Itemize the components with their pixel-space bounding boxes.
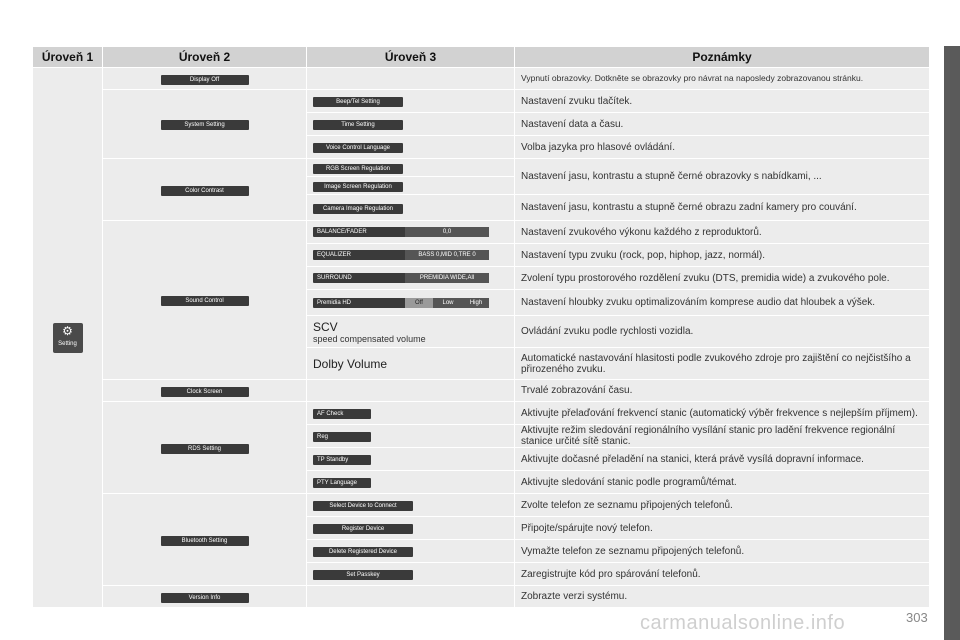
beep-tel-setting-button[interactable]: Beep/Tel Setting bbox=[313, 97, 403, 107]
voice-control-note: Volba jazyka pro hlasové ovládání. bbox=[521, 141, 675, 153]
premidia-note: Nastavení hloubky zvuku optimalizováním komprese audio dat hloubek a výšek. bbox=[521, 297, 876, 308]
register-device-button[interactable]: Register Device bbox=[313, 524, 413, 534]
time-setting-button[interactable]: Time Setting bbox=[313, 120, 403, 130]
sound-control-button[interactable]: Sound Control bbox=[161, 296, 249, 306]
af-check-note: Aktivujte přelaďování frekvencí stanic (automatický výběr frekvence s nejlepším příjmem). bbox=[521, 407, 918, 419]
gear-icon: ⚙ bbox=[62, 323, 73, 338]
surround-button[interactable]: SURROUND PREMIDIA WIDE,All bbox=[313, 273, 489, 283]
camera-image-regulation-button[interactable]: Camera Image Regulation bbox=[313, 204, 403, 214]
table-row bbox=[33, 380, 930, 402]
header-level-1: Úroveň 1 bbox=[33, 47, 103, 68]
settings-menu-table bbox=[32, 46, 930, 608]
beep-tel-note: Nastavení zvuku tlačítek. bbox=[521, 95, 633, 107]
premidia-hd-control: Premidia HD Off Low High bbox=[313, 298, 489, 308]
table-row bbox=[33, 221, 930, 244]
af-check-button[interactable]: AF Check bbox=[313, 409, 371, 419]
camera-regulation-note: Nastavení jasu, kontrastu a stupně černé obrazu zadní kamery pro couvání. bbox=[521, 202, 857, 213]
table-row bbox=[33, 68, 930, 90]
table-row bbox=[33, 494, 930, 517]
equalizer-button[interactable]: EQUALIZER BASS 0,MID 0,TRE 0 bbox=[313, 250, 489, 260]
delete-registered-device-button[interactable]: Delete Registered Device bbox=[313, 547, 413, 557]
balance-fader-note: Nastavení zvukového výkonu každého z reproduktorů. bbox=[521, 226, 762, 238]
system-setting-button[interactable]: System Setting bbox=[161, 120, 249, 130]
setting-button[interactable] bbox=[53, 323, 83, 353]
watermark: carmanualsonline.info bbox=[640, 612, 846, 634]
pty-language-button[interactable]: PTY Language bbox=[313, 478, 371, 488]
table-row bbox=[33, 159, 930, 177]
voice-control-language-button[interactable]: Voice Control Language bbox=[313, 143, 403, 153]
table-row bbox=[33, 90, 930, 113]
right-edge-bar bbox=[944, 46, 960, 640]
dolby-volume-note: Automatické nastavování hlasitosti podle zvukového zdroje pro zajištění co nejčistšího a přirozeného zvuku. bbox=[521, 352, 911, 375]
equalizer-value: BASS 0,MID 0,TRE 0 bbox=[405, 250, 489, 260]
scv-title: SCV bbox=[313, 319, 338, 334]
equalizer-note: Nastavení typu zvuku (rock, pop, hiphop, jazz, normál). bbox=[521, 249, 766, 261]
image-screen-regulation-button[interactable]: Image Screen Regulation bbox=[313, 182, 403, 192]
premidia-high-option[interactable]: High bbox=[463, 298, 489, 308]
delete-device-note: Vymažte telefon ze seznamu připojených telefonů. bbox=[521, 545, 745, 557]
version-info-note: Zobrazte verzi systému. bbox=[521, 591, 628, 602]
surround-value: PREMIDIA WIDE,All bbox=[405, 273, 489, 283]
pty-language-note: Aktivujte sledování stanic podle programů/témat. bbox=[521, 476, 737, 488]
scv-subtitle: speed compensated volume bbox=[313, 333, 426, 344]
color-contrast-button[interactable]: Color Contrast bbox=[161, 186, 249, 196]
setting-label: Setting bbox=[58, 340, 77, 347]
bluetooth-setting-button[interactable]: Bluetooth Setting bbox=[161, 536, 249, 546]
level1-cell bbox=[33, 68, 103, 608]
premidia-off-option[interactable]: Off bbox=[405, 298, 433, 308]
rds-setting-button[interactable]: RDS Setting bbox=[161, 444, 249, 454]
table-header-row bbox=[33, 47, 930, 68]
surround-note: Zvolení typu prostorového rozdělení zvuku (DTS, premidia wide) a zvukového pole. bbox=[521, 272, 890, 284]
set-passkey-button[interactable]: Set Passkey bbox=[313, 570, 413, 580]
screen-regulation-note: Nastavení jasu, kontrastu a stupně černé obrazovky s nabídkami, ... bbox=[521, 171, 822, 182]
register-device-note: Připojte/spárujte nový telefon. bbox=[521, 522, 653, 534]
select-device-button[interactable]: Select Device to Connect bbox=[313, 501, 413, 511]
version-info-button[interactable]: Version Info bbox=[161, 593, 249, 603]
premidia-low-option[interactable]: Low bbox=[433, 298, 463, 308]
display-off-note: Vypnutí obrazovky. Dotkněte se obrazovky pro návrat na naposledy zobrazovanou stránku. bbox=[521, 73, 864, 83]
set-passkey-note: Zaregistrujte kód pro spárování telefonů. bbox=[521, 568, 701, 580]
tp-standby-note: Aktivujte dočasné přeladění na stanici, která právě vysílá dopravní informace. bbox=[521, 453, 864, 465]
dolby-volume-title: Dolby Volume bbox=[313, 356, 388, 371]
display-off-button[interactable]: Display Off bbox=[161, 75, 249, 85]
clock-screen-button[interactable]: Clock Screen bbox=[161, 387, 249, 397]
time-setting-note: Nastavení data a času. bbox=[521, 118, 624, 130]
rgb-screen-regulation-button[interactable]: RGB Screen Regulation bbox=[313, 164, 403, 174]
clock-screen-note: Trvalé zobrazování času. bbox=[521, 385, 633, 396]
header-level-2: Úroveň 2 bbox=[103, 47, 307, 68]
scv-note: Ovládání zvuku podle rychlosti vozidla. bbox=[521, 326, 694, 337]
table-row bbox=[33, 586, 930, 608]
select-device-note: Zvolte telefon ze seznamu připojených telefonů. bbox=[521, 499, 733, 511]
page-number: 303 bbox=[906, 610, 928, 625]
balance-fader-button[interactable]: BALANCE/FADER 0,0 bbox=[313, 227, 489, 237]
reg-note: Aktivujte režim sledování regionálního vysílání stanic pro ladění frekvence regionální stanice určité sítě stanic. bbox=[521, 425, 896, 447]
header-level-3: Úroveň 3 bbox=[307, 47, 515, 68]
header-notes: Poznámky bbox=[515, 47, 930, 68]
balance-fader-value: 0,0 bbox=[405, 227, 489, 237]
table-row bbox=[33, 402, 930, 425]
tp-standby-button[interactable]: TP Standby bbox=[313, 455, 371, 465]
reg-button[interactable]: Reg bbox=[313, 432, 371, 442]
